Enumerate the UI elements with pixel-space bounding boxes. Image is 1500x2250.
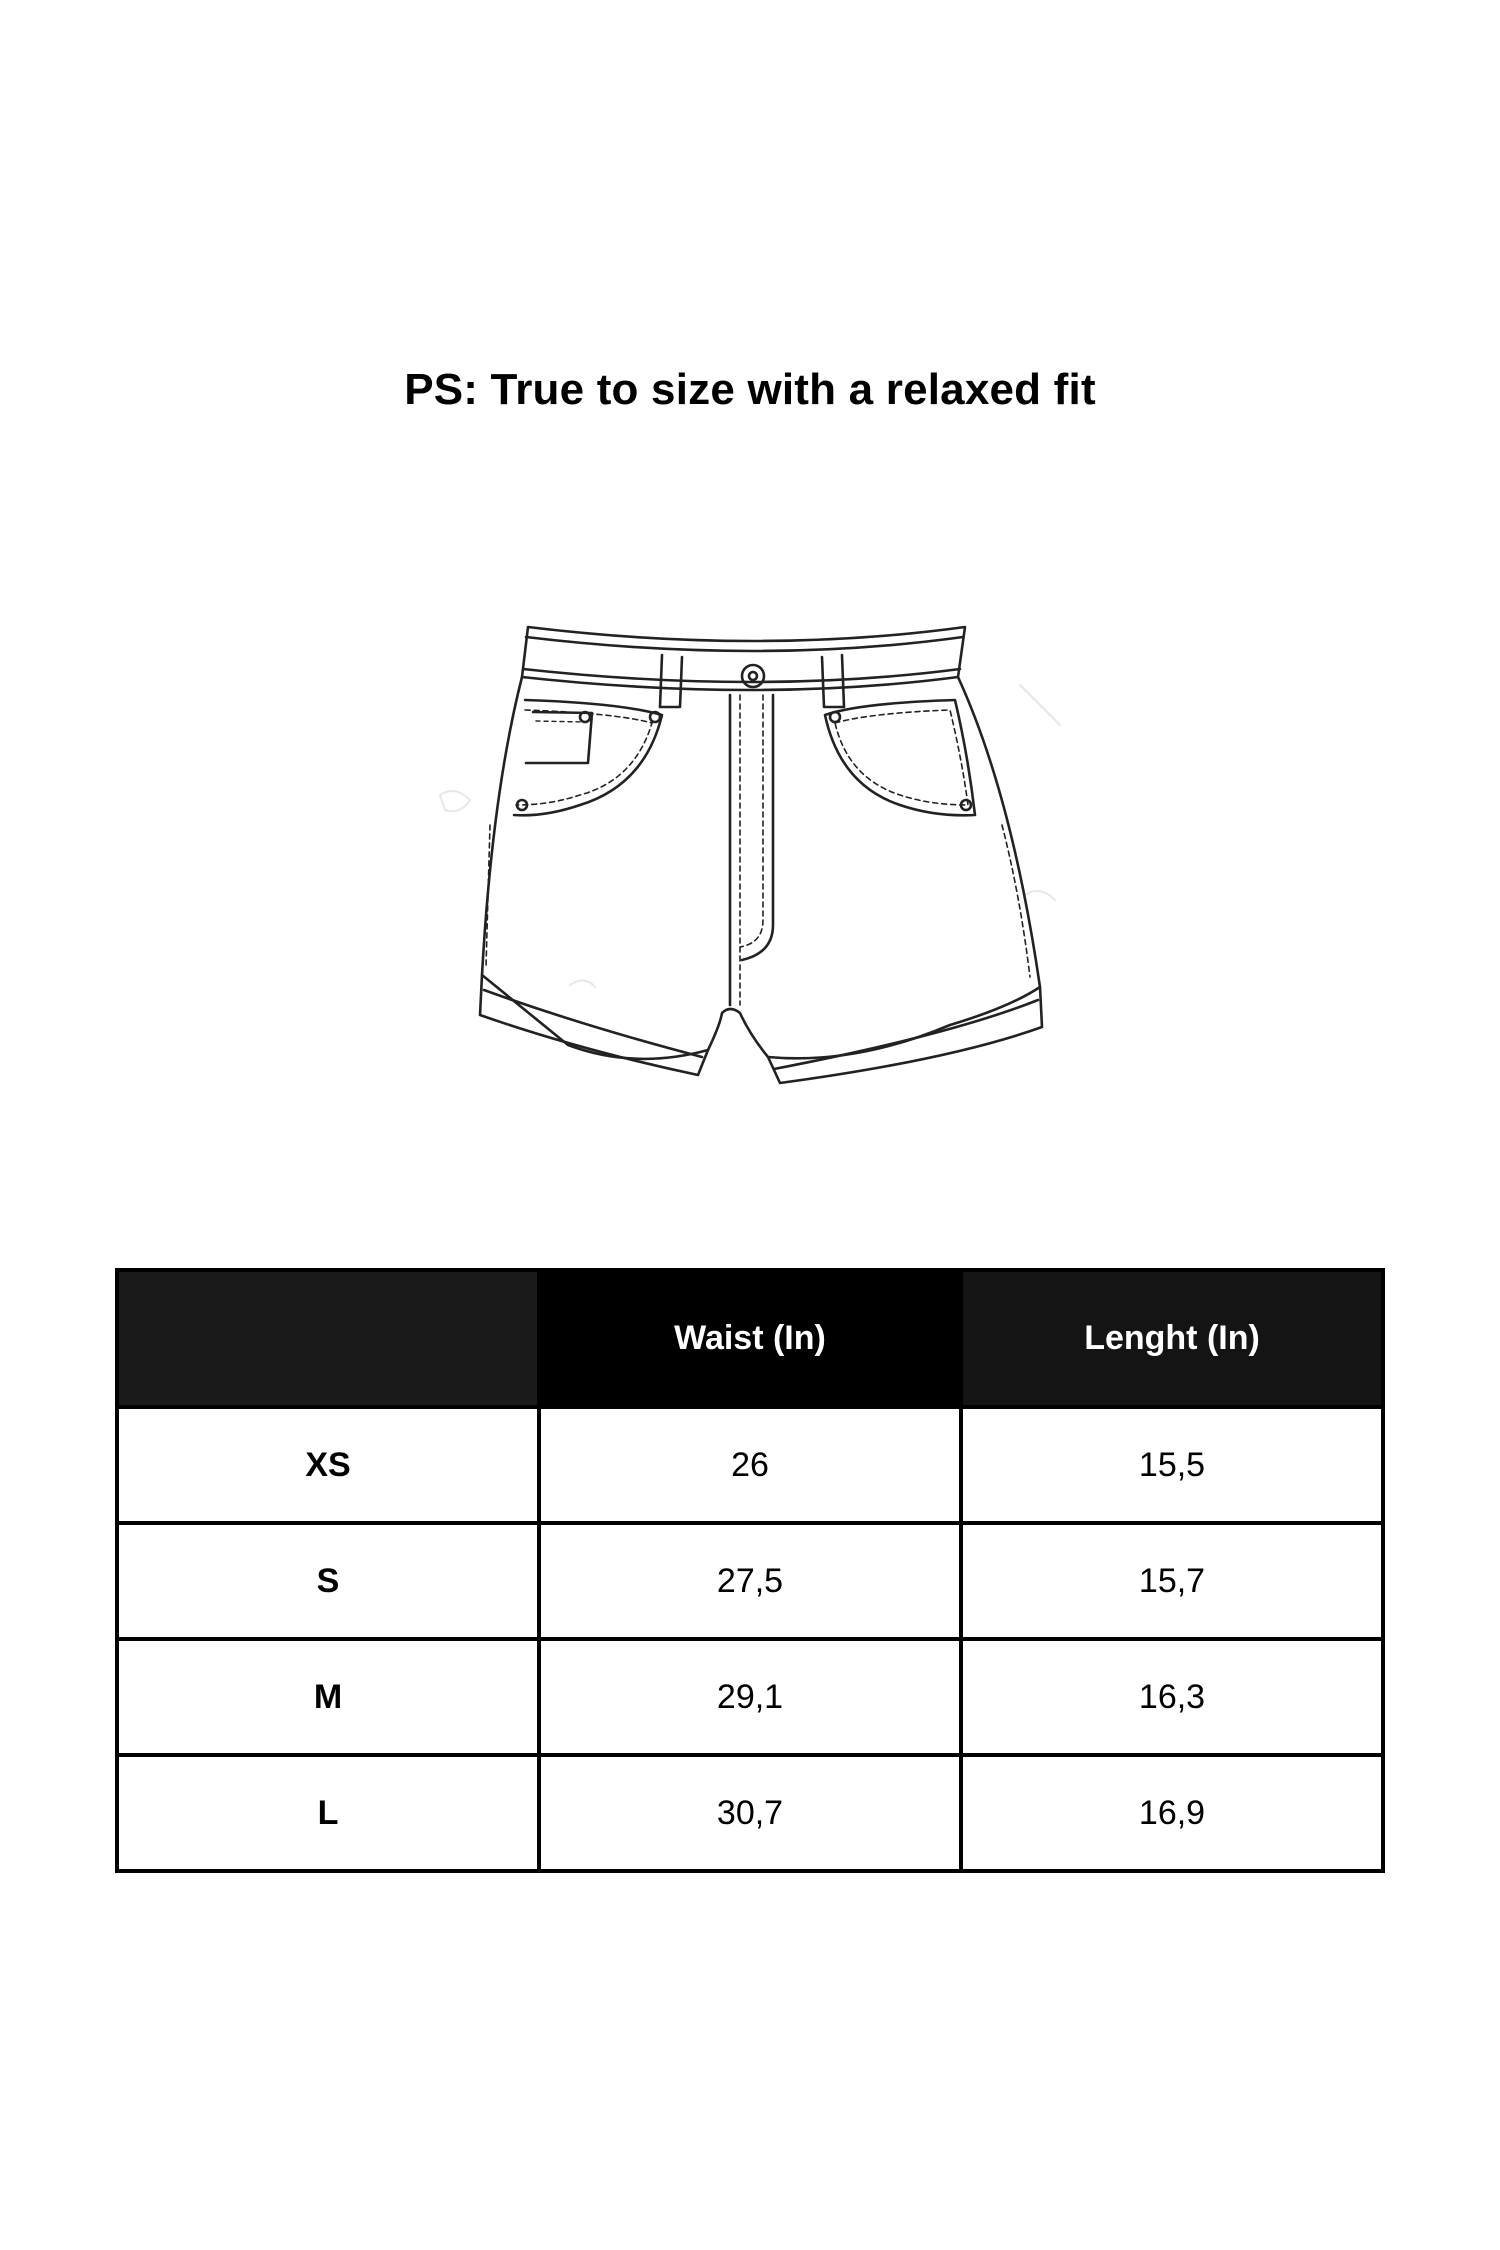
length-cell: 15,5 (961, 1407, 1383, 1523)
size-cell: L (117, 1755, 539, 1871)
table-row (117, 1755, 1383, 1871)
column-header-waist: Waist (In) (539, 1270, 961, 1407)
length-cell: 16,9 (961, 1755, 1383, 1871)
size-cell: S (117, 1523, 539, 1639)
length-cell: 15,7 (961, 1523, 1383, 1639)
table-header-row (117, 1270, 1383, 1407)
waist-cell: 26 (539, 1407, 961, 1523)
size-chart-table (115, 1268, 1385, 1873)
table-row (117, 1407, 1383, 1523)
table-row (117, 1639, 1383, 1755)
waist-cell: 30,7 (539, 1755, 961, 1871)
size-cell: XS (117, 1407, 539, 1523)
waist-cell: 29,1 (539, 1639, 961, 1755)
column-header-size (117, 1270, 539, 1407)
denim-shorts-icon (430, 595, 1070, 1085)
column-header-length: Lenght (In) (961, 1270, 1383, 1407)
waist-cell: 27,5 (539, 1523, 961, 1639)
length-cell: 16,3 (961, 1639, 1383, 1755)
size-cell: M (117, 1639, 539, 1755)
table-row (117, 1523, 1383, 1639)
page-title: PS: True to size with a relaxed fit (404, 365, 1096, 414)
